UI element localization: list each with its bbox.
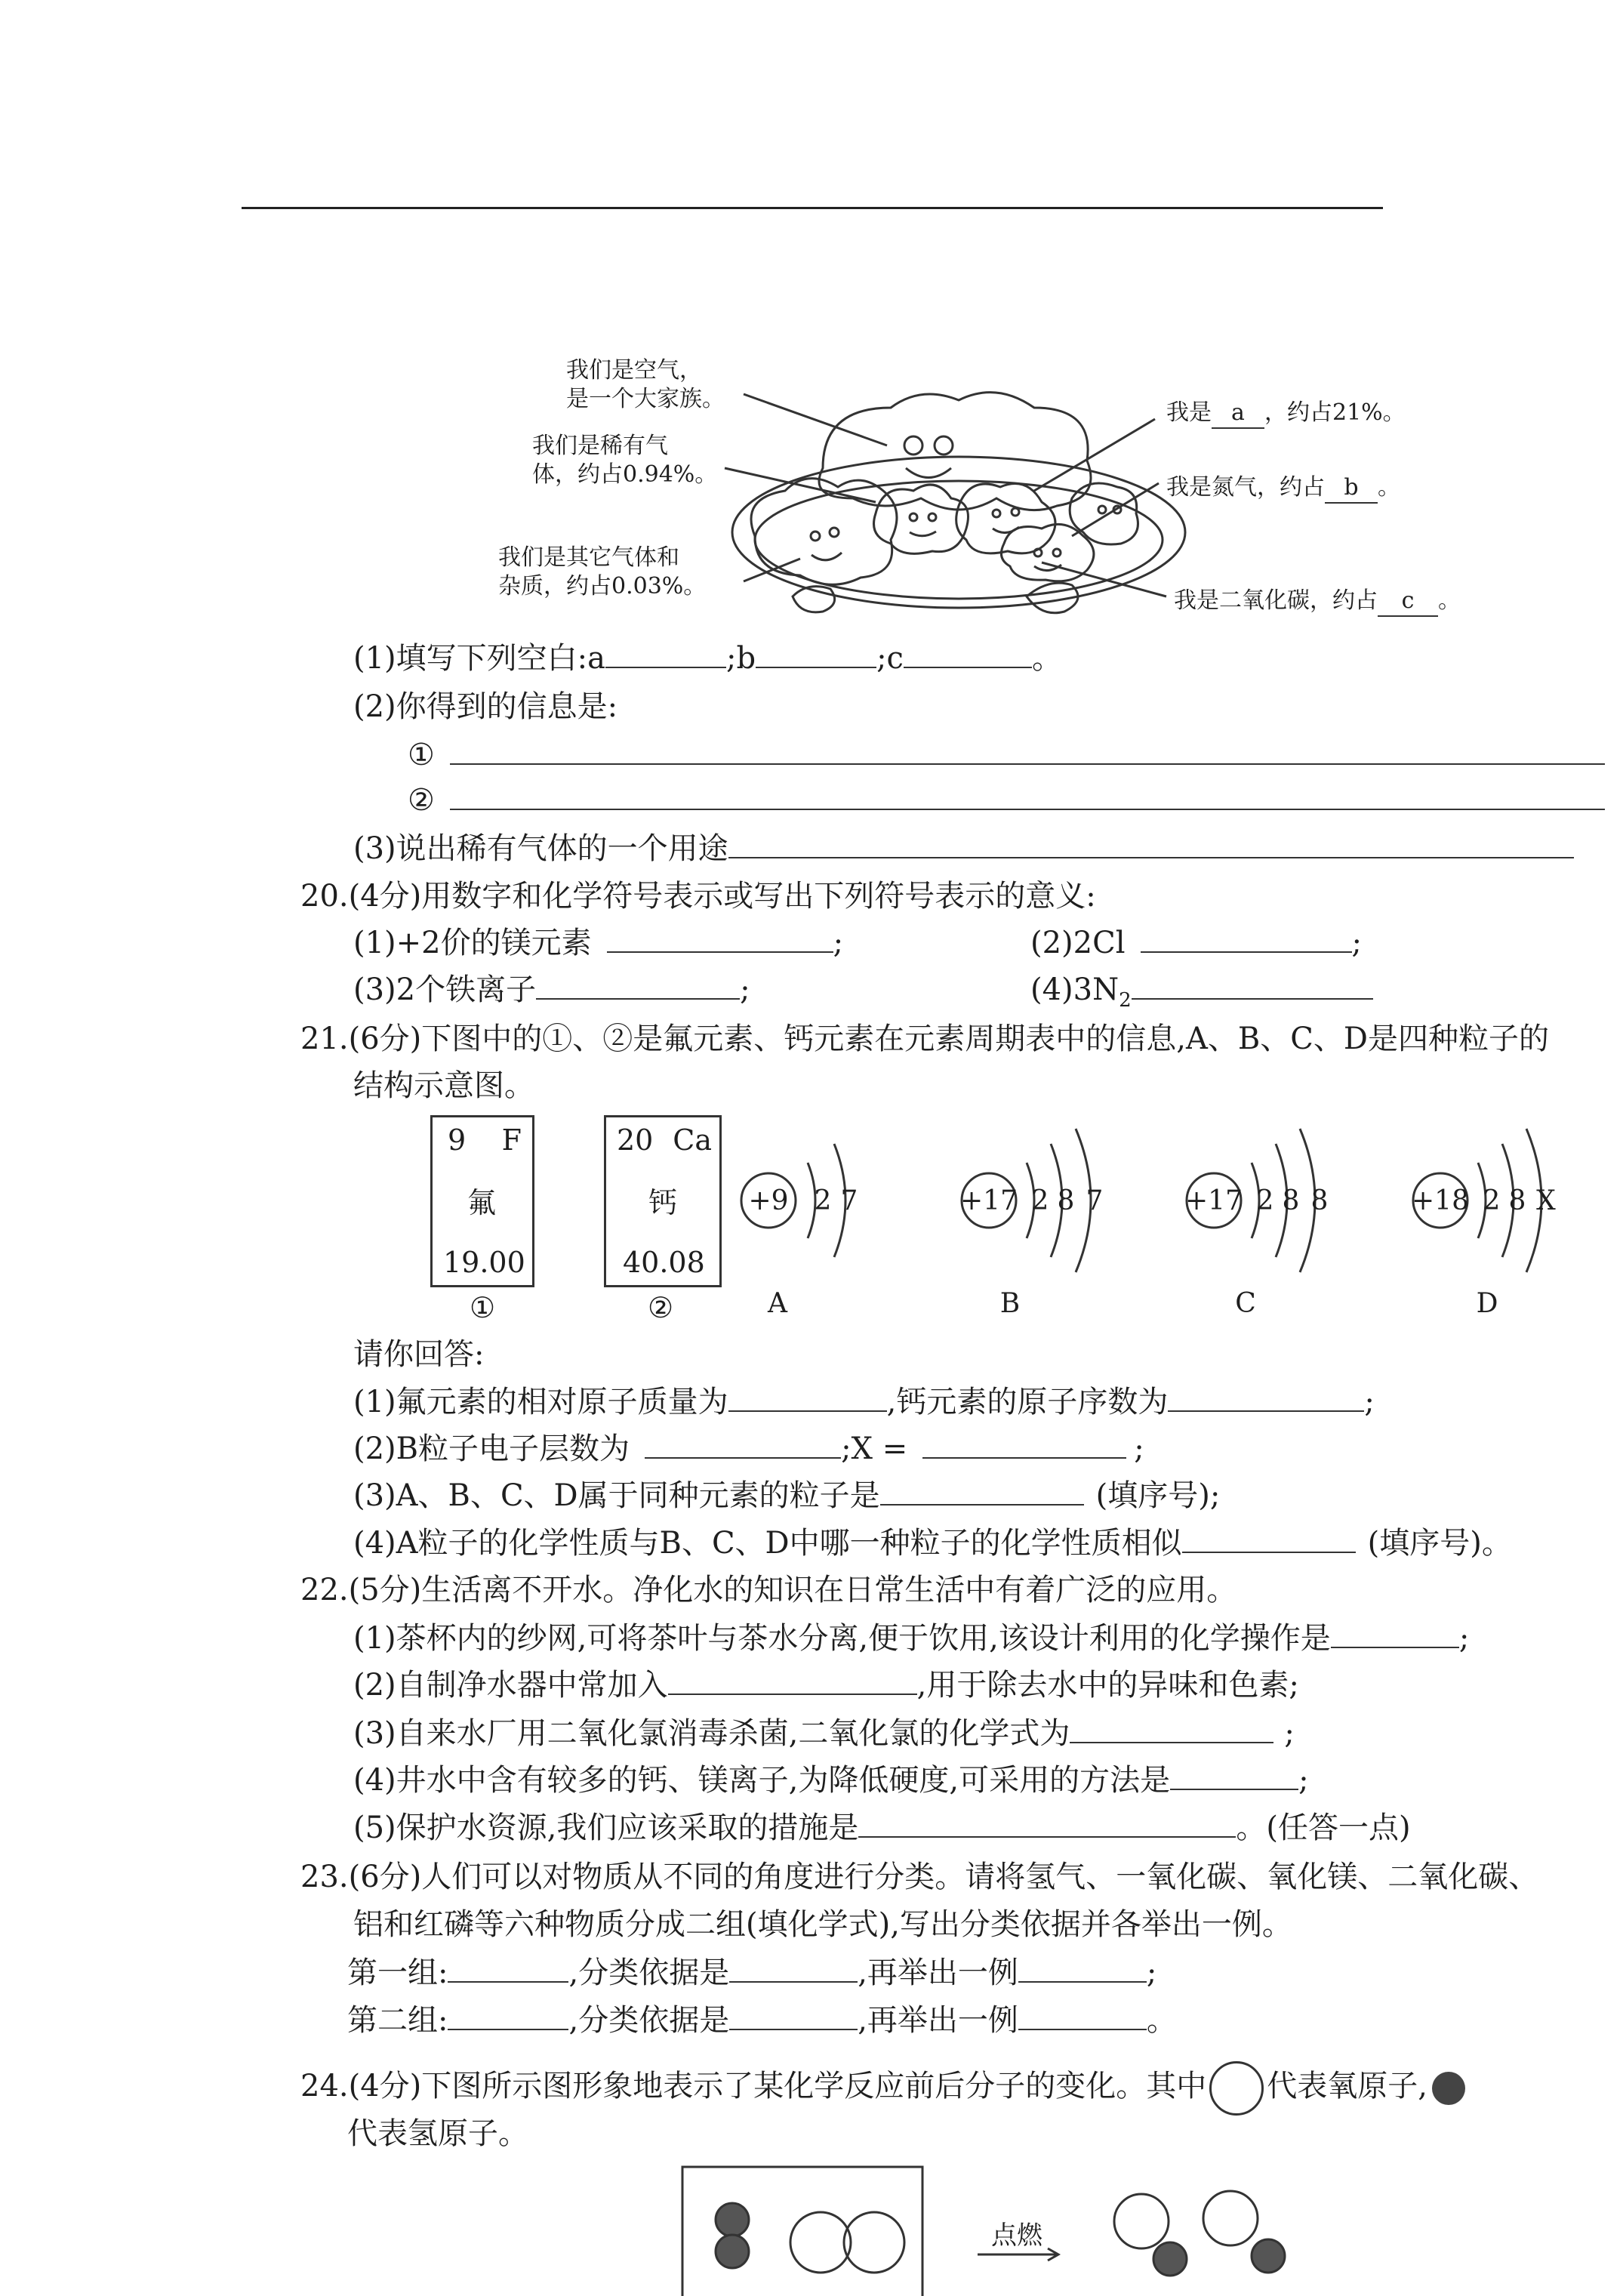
q19-part1: (1)填写下列空白:a ;b ;c 。 <box>353 641 1062 676</box>
bubble-air-line1: 我们是空气， <box>566 357 702 384</box>
answer-blank-q20-1[interactable] <box>607 926 833 953</box>
q19-part2: (2)你得到的信息是: <box>353 689 618 724</box>
q21-part3: (3)A、B、C、D属于同种元素的粒子是 (填序号); <box>353 1478 1221 1513</box>
q24-stem-line2: 代表氢原子。 <box>347 2116 528 2151</box>
q20-b: (2)2Cl ; <box>1030 926 1362 960</box>
q24-stem-line1: 24.(4分)下图所示图形象地表示了某化学反应前后分子的变化。其中 代表氧原子, <box>300 2061 1465 2116</box>
answer-blank-filter[interactable] <box>1331 1621 1459 1648</box>
answer-blank-f-mass[interactable] <box>728 1385 887 1412</box>
q22-part4: (4)井水中含有较多的钙、镁离子,为降低硬度,可采用的方法是 ; <box>353 1763 1309 1798</box>
q20-c: (3)2个铁离子 ; <box>353 972 750 1007</box>
q23-group1: 第一组: ,分类依据是 ,再举出一例 ; <box>347 1955 1157 1990</box>
shell-a-2-count: 7 <box>840 1185 858 1216</box>
reactant-o-atom-2 <box>844 2212 904 2273</box>
q20-d: $(4)3N_2$ <box>1030 972 1373 1019</box>
bubble-air <box>566 356 725 414</box>
bubble-rare-gas <box>532 432 717 489</box>
blank-a-label: a <box>1212 399 1264 429</box>
blank-c-label: c <box>1378 587 1438 617</box>
nucleus-d-charge: +18 <box>1412 1185 1469 1216</box>
nucleus-b-charge: +17 <box>960 1185 1018 1216</box>
bubble-air-line2: 是一个大家族。 <box>566 386 725 412</box>
answer-blank-rare-gas-use[interactable] <box>728 831 1574 858</box>
answer-blank-q20-3[interactable] <box>536 972 740 1000</box>
atom-label-d: D <box>1476 1288 1498 1319</box>
answer-blank-similar-property[interactable] <box>1182 1526 1356 1553</box>
label-co2: 我是二氧化碳，约占 c 。 <box>1174 587 1461 617</box>
answer-blank-same-element[interactable] <box>880 1478 1084 1505</box>
answer-blank-info-1[interactable] <box>450 738 1605 765</box>
bubble-other-gas <box>498 544 706 601</box>
reactant-box <box>682 2167 922 2296</box>
oxygen-atom-icon <box>1209 2061 1264 2116</box>
answer-blank-x[interactable] <box>922 1432 1126 1459</box>
reaction-condition-label: 点燃 <box>991 2220 1042 2251</box>
answer-blank-a[interactable] <box>605 641 726 668</box>
atom-label-c: C <box>1235 1288 1256 1319</box>
answer-blank-info-2[interactable] <box>450 783 1605 810</box>
answer-blank-group2-example[interactable] <box>1018 2003 1147 2030</box>
shell-b-2-count: 8 <box>1057 1185 1075 1216</box>
element-card-fluorine: 9 F 氟 19.00 <box>430 1115 534 1287</box>
q22-part1: (1)茶杯内的纱网,可将茶叶与茶水分离,便于饮用,该设计利用的化学操作是 ; <box>353 1621 1470 1656</box>
bubble-rare-line2: 体，约占0.94%。 <box>532 461 718 488</box>
reactant-h-atom-1 <box>716 2203 749 2236</box>
atom-label-a: A <box>768 1288 787 1319</box>
q21-ask: 请你回答: <box>353 1337 485 1372</box>
label-oxygen: 我是 a ，约占21%。 <box>1166 399 1406 429</box>
atom-diagrams <box>725 1110 1600 1321</box>
answer-blank-b-layers[interactable] <box>645 1432 841 1459</box>
answer-blank-protect-water[interactable] <box>858 1811 1236 1838</box>
q22-part2: (2)自制净水器中常加入 ,用于除去水中的异味和色素; <box>353 1668 1299 1703</box>
card-label-2: ② <box>648 1291 674 1324</box>
q21-stem-line1: 21.(6分)下图中的①、②是氟元素、钙元素在元素周期表中的信息,A、B、C、D是四种粒子的 <box>300 1022 1549 1056</box>
answer-blank-group2-basis[interactable] <box>729 2003 858 2030</box>
reactant-o-atom-1 <box>790 2212 851 2273</box>
answer-blank-q20-2[interactable] <box>1141 926 1352 953</box>
answer-blank-q20-4[interactable] <box>1132 972 1373 1000</box>
card-label-1: ① <box>470 1291 496 1324</box>
nucleus-c-charge: +17 <box>1185 1185 1243 1216</box>
bubble-rare-line1: 我们是稀有气 <box>532 433 668 459</box>
shell-b-1-count: 2 <box>1031 1185 1049 1216</box>
answer-blank-c[interactable] <box>904 641 1032 668</box>
answer-blank-clo2[interactable] <box>1070 1716 1273 1743</box>
q20-stem: 20.(4分)用数字和化学符号表示或写出下列符号表示的意义: <box>300 879 1096 914</box>
figure-pointer-lines <box>0 0 1623 680</box>
shell-c-3-count: 8 <box>1310 1185 1329 1216</box>
product-o-atom-2 <box>1203 2191 1258 2245</box>
reaction-diagram <box>679 2159 1344 2296</box>
hydrogen-atom-icon <box>1432 2072 1465 2105</box>
q21-stem-line2: 结构示意图。 <box>353 1068 534 1103</box>
answer-blank-group2[interactable] <box>448 2003 568 2030</box>
q19-info-2: ② <box>408 782 1605 818</box>
shell-d-1-count: 2 <box>1483 1185 1501 1216</box>
atom-label-b: B <box>999 1288 1021 1319</box>
label-nitrogen: 我是氮气，约占 b 。 <box>1166 473 1400 504</box>
answer-blank-group1-example[interactable] <box>1018 1955 1147 1983</box>
q20-a: (1)+2价的镁元素 ; <box>353 926 844 960</box>
q22-stem: 22.(5分)生活离不开水。净化水的知识在日常生活中有着广泛的应用。 <box>300 1573 1237 1607</box>
answer-blank-adsorbent[interactable] <box>668 1668 917 1695</box>
reactant-h-atom-2 <box>716 2235 749 2268</box>
shell-b-3-count: 7 <box>1086 1185 1104 1216</box>
q22-part3: (3)自来水厂用二氧化氯消毒杀菌,二氧化氯的化学式为 ; <box>353 1716 1295 1751</box>
q23-stem-line2: 铝和红磷等六种物质分成二组(填化学式),写出分类依据并各举出一例。 <box>353 1907 1292 1942</box>
q21-part4: (4)A粒子的化学性质与B、C、D中哪一种粒子的化学性质相似 (填序号)。 <box>353 1526 1512 1561</box>
shell-c-1-count: 2 <box>1256 1185 1274 1216</box>
answer-blank-softening[interactable] <box>1170 1763 1298 1790</box>
product-h-atom-2 <box>1252 2239 1285 2273</box>
answer-blank-group1[interactable] <box>448 1955 568 1983</box>
q22-part5: (5)保护水资源,我们应该采取的措施是 。(任答一点) <box>353 1811 1411 1845</box>
blank-b-label: b <box>1325 473 1378 504</box>
product-h-atom-1 <box>1153 2242 1187 2276</box>
answer-blank-group1-basis[interactable] <box>729 1955 858 1983</box>
bubble-other-line2: 杂质，约占0.03%。 <box>498 573 707 599</box>
bubble-other-line1: 我们是其它气体和 <box>498 544 679 571</box>
q23-group2: 第二组: ,分类依据是 ,再举出一例 。 <box>347 2003 1177 2038</box>
q21-part2: (2)B粒子电子层数为 ;X = ; <box>353 1432 1144 1466</box>
shell-d-3-count: X <box>1536 1185 1556 1216</box>
product-o-atom-1 <box>1114 2194 1169 2248</box>
q23-stem-line1: 23.(6分)人们可以对物质从不同的角度进行分类。请将氢气、一氧化碳、氧化镁、二氧化碳、 <box>300 1860 1539 1894</box>
nucleus-a-charge: +9 <box>748 1185 789 1216</box>
answer-blank-b[interactable] <box>756 641 876 668</box>
shell-d-2-count: 8 <box>1508 1185 1526 1216</box>
shell-a-1-count: 2 <box>814 1185 832 1216</box>
q19-part3: (3)说出稀有气体的一个用途 <box>353 831 1574 867</box>
q19-info-1: ① <box>408 737 1605 773</box>
shell-c-2-count: 8 <box>1282 1185 1300 1216</box>
answer-blank-ca-number[interactable] <box>1168 1385 1364 1412</box>
q21-part1: (1)氟元素的相对原子质量为 ,钙元素的原子序数为 ; <box>353 1385 1375 1419</box>
element-card-calcium: 20 Ca 钙 40.08 <box>604 1115 722 1287</box>
